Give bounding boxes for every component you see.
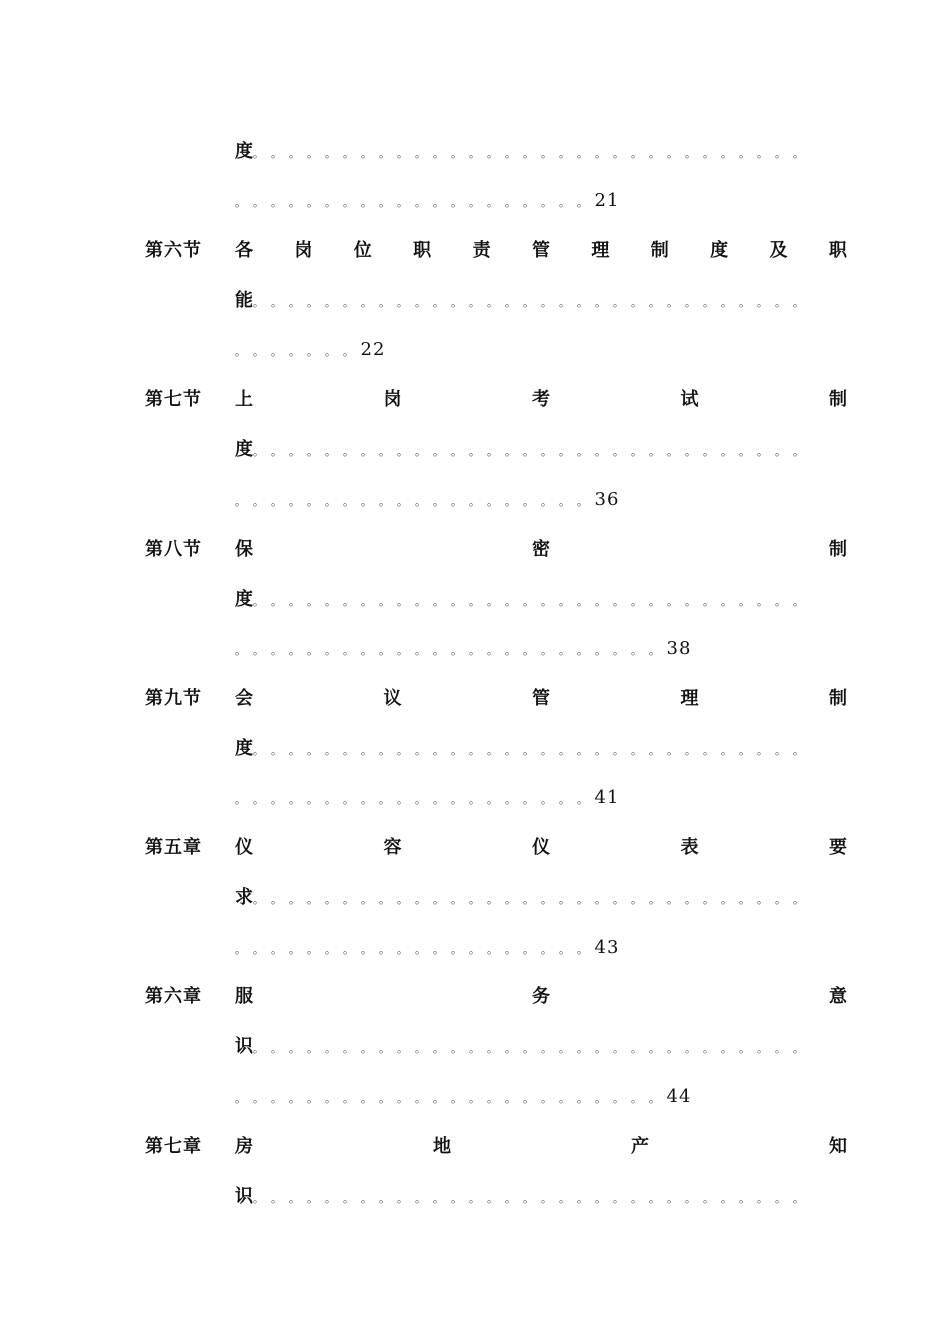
toc-entry-title-line bbox=[0, 535, 950, 565]
toc-entry-title-line bbox=[0, 385, 950, 415]
title-char: 表 bbox=[680, 837, 699, 858]
title-char: 要 bbox=[829, 837, 847, 858]
continuation-char: 识 bbox=[235, 1036, 253, 1057]
toc-entry-continuation bbox=[0, 585, 950, 615]
title-char: 管 bbox=[532, 688, 550, 709]
continuation-char: 识 bbox=[235, 1186, 253, 1207]
page-number: 36 bbox=[594, 489, 620, 510]
dot-leader: 。。。。。。。。。。。。。。。。。。。。。。。。。。。。。。。 bbox=[253, 1192, 817, 1205]
title-char: 会 bbox=[235, 688, 253, 709]
title-char: 度 bbox=[710, 240, 729, 261]
toc-entry-title-line bbox=[0, 236, 950, 266]
section-title bbox=[235, 535, 847, 565]
section-label: 第六章 bbox=[145, 986, 202, 1007]
title-char: 务 bbox=[532, 986, 550, 1007]
toc-entry-continuation bbox=[0, 137, 950, 167]
section-label: 第七章 bbox=[145, 1136, 202, 1157]
toc-entry-page-line bbox=[0, 485, 950, 515]
section-title bbox=[235, 1132, 847, 1162]
toc-entry-page-line bbox=[0, 783, 950, 813]
toc-entry-title-line bbox=[0, 684, 950, 714]
title-char: 房 bbox=[235, 1136, 253, 1157]
dot-leader: 。。。。。。。。。。。。。。。。。。。。 bbox=[235, 495, 601, 508]
toc-entry-page-line bbox=[0, 335, 950, 365]
toc-entry-continuation bbox=[0, 1182, 950, 1212]
dot-leader: 。。。。。。。。。。。。。。。。。。。。 bbox=[235, 196, 601, 209]
dot-leader: 。。。。。。。。。。。。。。。。。。。。 bbox=[235, 943, 601, 956]
toc-entry-page-line bbox=[0, 933, 950, 963]
page-number: 44 bbox=[666, 1086, 692, 1107]
dot-leader: 。。。。。。。。。。。。。。。。。。。。。。。。。。。。。。。 bbox=[253, 744, 817, 757]
toc-entry-continuation bbox=[0, 286, 950, 316]
title-char: 制 bbox=[829, 688, 847, 709]
toc-entry-page-line bbox=[0, 634, 950, 664]
title-char: 产 bbox=[631, 1136, 649, 1157]
dot-leader: 。。。。。。。。。。。。。。。。。。。。。。。。 bbox=[235, 1092, 673, 1105]
dot-leader: 。。。。。。。。。。。。。。。。。。。。。。。。。。。。。。。 bbox=[253, 296, 817, 309]
dot-leader: 。。。。。。。。。。。。。。。。。。。。 bbox=[235, 793, 601, 806]
toc-entry-continuation bbox=[0, 1032, 950, 1062]
section-label: 第九节 bbox=[145, 688, 202, 709]
title-char: 知 bbox=[829, 1136, 847, 1157]
section-title bbox=[235, 236, 847, 266]
page-number: 38 bbox=[666, 638, 692, 659]
continuation-char: 度 bbox=[235, 738, 253, 759]
continuation-char: 能 bbox=[235, 290, 253, 311]
title-char: 及 bbox=[769, 240, 788, 261]
title-char: 意 bbox=[829, 986, 847, 1007]
title-char: 职 bbox=[828, 240, 847, 261]
dot-leader: 。。。。。。。。。。。。。。。。。。。。。。。。 bbox=[235, 644, 673, 657]
toc-entry-page-line bbox=[0, 1082, 950, 1112]
title-char: 上 bbox=[235, 389, 253, 410]
toc-entry-continuation bbox=[0, 883, 950, 913]
continuation-char: 求 bbox=[235, 887, 253, 908]
title-char: 制 bbox=[829, 539, 847, 560]
page-number: 22 bbox=[360, 339, 386, 360]
title-char: 仪 bbox=[235, 837, 253, 858]
continuation-char: 度 bbox=[235, 589, 253, 610]
title-char: 考 bbox=[532, 389, 550, 410]
dot-leader: 。。。。。。。。。。。。。。。。。。。。。。。。。。。。。。。 bbox=[253, 595, 817, 608]
title-char: 位 bbox=[353, 240, 372, 261]
section-title bbox=[235, 684, 847, 714]
title-char: 理 bbox=[591, 240, 610, 261]
dot-leader: 。。。。。。。。。。。。。。。。。。。。。。。。。。。。。。。 bbox=[253, 147, 817, 160]
title-char: 管 bbox=[531, 240, 550, 261]
title-char: 容 bbox=[383, 837, 402, 858]
title-char: 岗 bbox=[383, 389, 402, 410]
title-char: 各 bbox=[235, 240, 253, 261]
continuation-char: 度 bbox=[235, 141, 253, 162]
title-char: 服 bbox=[235, 986, 253, 1007]
title-char: 理 bbox=[680, 688, 699, 709]
page-number: 43 bbox=[594, 937, 620, 958]
dot-leader: 。。。。。。。。。。。。。。。。。。。。。。。。。。。。。。。 bbox=[253, 893, 817, 906]
title-char: 制 bbox=[829, 389, 847, 410]
title-char: 议 bbox=[383, 688, 402, 709]
toc-entry-page-line bbox=[0, 186, 950, 216]
toc-entry-title-line bbox=[0, 982, 950, 1012]
toc-entry-title-line bbox=[0, 1132, 950, 1162]
dot-leader: 。。。。。。。。。。。。。。。。。。。。。。。。。。。。。。。 bbox=[253, 1042, 817, 1055]
section-title bbox=[235, 982, 847, 1012]
title-char: 岗 bbox=[294, 240, 313, 261]
title-char: 责 bbox=[472, 240, 491, 261]
title-char: 试 bbox=[680, 389, 699, 410]
toc-entry-continuation bbox=[0, 734, 950, 764]
section-label: 第七节 bbox=[145, 389, 202, 410]
page-number: 21 bbox=[594, 190, 620, 211]
section-title bbox=[235, 833, 847, 863]
page-number: 41 bbox=[594, 787, 620, 808]
toc-entry-continuation bbox=[0, 435, 950, 465]
section-label: 第五章 bbox=[145, 837, 202, 858]
section-label: 第六节 bbox=[145, 240, 202, 261]
dot-leader: 。。。。。。。 bbox=[235, 345, 367, 358]
title-char: 制 bbox=[650, 240, 669, 261]
toc-entry-title-line bbox=[0, 833, 950, 863]
dot-leader: 。。。。。。。。。。。。。。。。。。。。。。。。。。。。。。。 bbox=[253, 445, 817, 458]
section-title bbox=[235, 385, 847, 415]
continuation-char: 度 bbox=[235, 439, 253, 460]
title-char: 职 bbox=[413, 240, 432, 261]
section-label: 第八节 bbox=[145, 539, 202, 560]
title-char: 密 bbox=[532, 539, 550, 560]
title-char: 地 bbox=[433, 1136, 451, 1157]
title-char: 保 bbox=[235, 539, 253, 560]
title-char: 仪 bbox=[532, 837, 550, 858]
